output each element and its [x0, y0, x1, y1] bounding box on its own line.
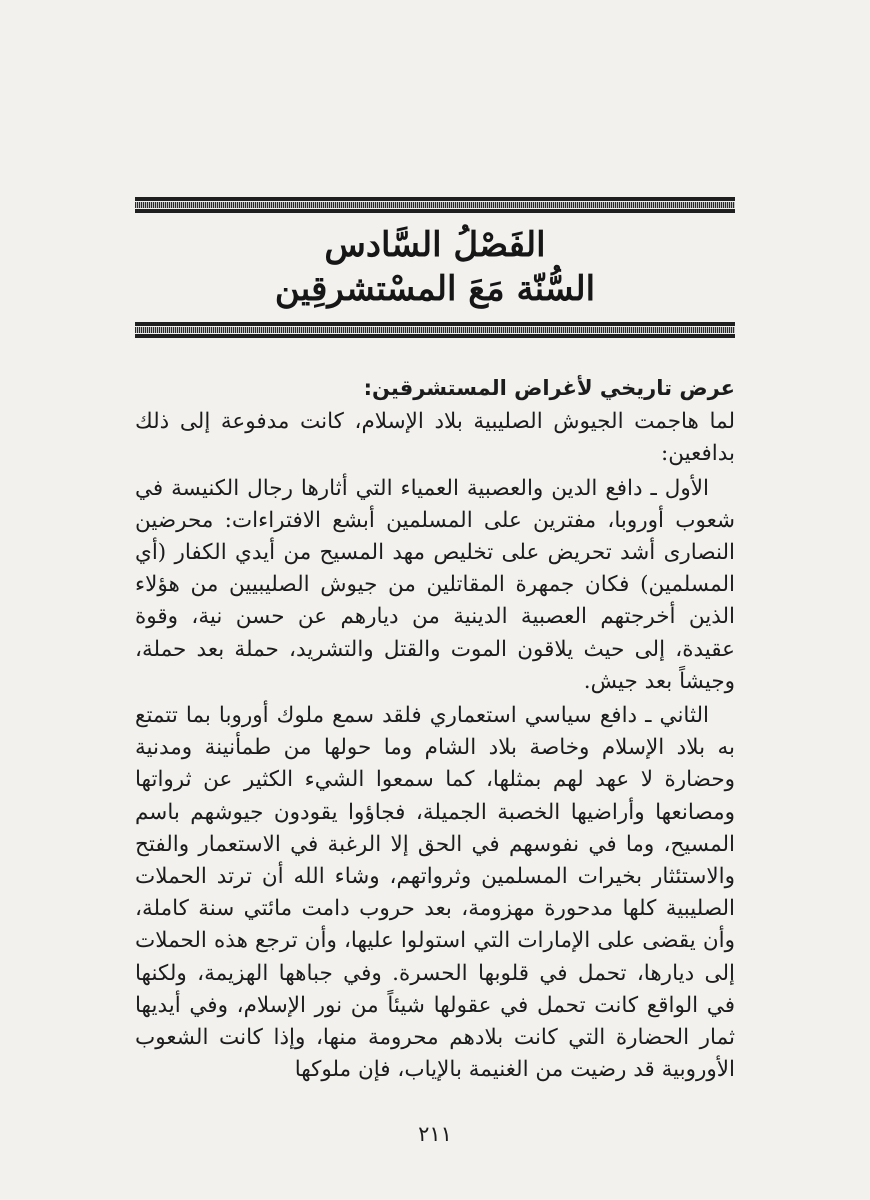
bottom-decorative-rule	[135, 322, 735, 338]
chapter-number: الفَصْلُ السَّادس	[324, 225, 546, 265]
page-number: ٢١١	[418, 1122, 452, 1146]
body-text	[135, 372, 735, 1088]
top-decorative-rule	[135, 197, 735, 213]
paragraph-intro: لما هاجمت الجيوش الصليبية بلاد الإسلام، كانت مدفوعة إلى ذلك بدافعين:	[135, 409, 735, 467]
paragraph-second-motive: الثاني ـ دافع سياسي استعماري فلقد سمع ملوك أوروبا بما تتمتع به بلاد الإسلام وخاصة بلاد الشام وما حولها من طمأنينة ومدنية وحضارة لا عهد لهم بمثلها، كما سمعوا الشيء الكثير عن ثرواتها ومصانعها وأراضيها الخصبة الجميلة، فجاؤوا يقودون جيوشهم باسم المسيح، وما في نفوسهم في الحق إلا الرغبة في الاستعمار والفتح والاستئثار بخيرات المسلمين وثرواتهم، وشاء الله أن ترتد الحملات الصليبية كلها مدحورة مهزومة، بعد حروب دامت مائتي سنة كاملة، وأن يقضى على الإمارات التي استولوا عليها، وأن ترجع هذه الحملات إلى ديارها، تحمل في قلوبها الحسرة. وفي جباهها الهزيمة، ولكنها في الواقع كانت تحمل في عقولها شيئاً من نور الإسلام، وفي أيديها ثمار الحضارة التي كانت بلادهم محرومة منها، وإذا كانت الشعوب الأوروبية قد رضيت من الغنيمة بالإياب، فإن ملوكها	[135, 703, 735, 1083]
section-heading: عرض تاريخي لأغراض المستشرقين:	[363, 376, 735, 400]
chapter-title: السُّنّة مَعَ المسْتشرقِين	[274, 269, 596, 309]
paragraph-first-motive: الأول ـ دافع الدين والعصبية العمياء التي أثارها رجال الكنيسة في شعوب أوروبا، مفترين على المسلمين أبشع الافتراءات: محرضين النصارى أشد تحريض على تخليص مهد المسيح من أيدي الكفار (أي المسلمين) فكان جمهرة المقاتلين من جيوش الصليبيين من هؤلاء الذين أخرجتهم العصبية الدينية من ديارهم عن حسن نية، وقوة عقيدة، إلى حيث يلاقون الموت والقتل والتشريد، حملة بعد حملة، وجيشاً بعد جيش.	[135, 475, 735, 694]
